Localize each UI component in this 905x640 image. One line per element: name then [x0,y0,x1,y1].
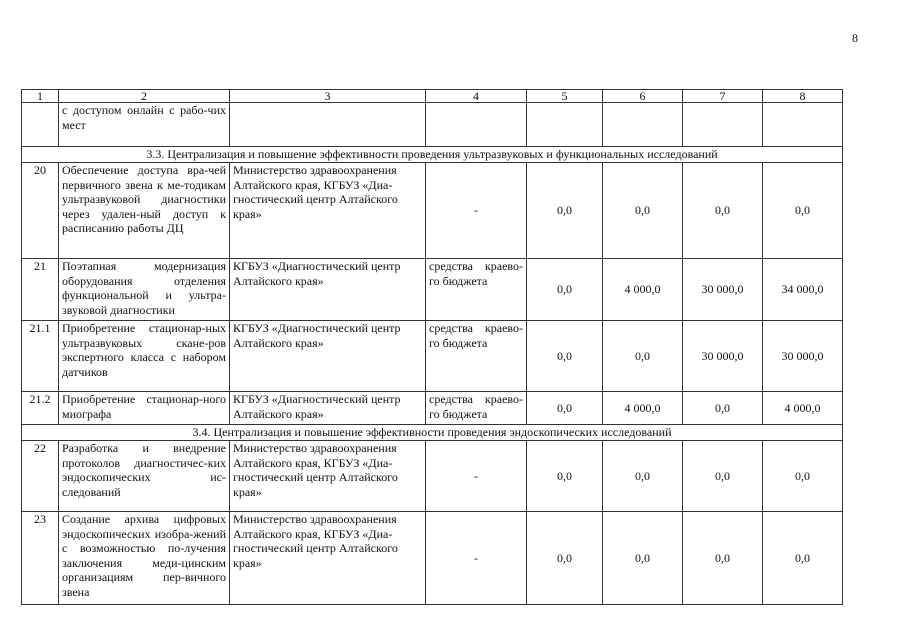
value-cell [527,103,603,147]
section-heading: 3.3. Централизация и повышение эффективности проведения ультразвуковых и функциональных исследований [22,147,843,163]
column-header-row [22,90,843,103]
value-col7: 0,0 [683,441,763,512]
table-row [22,512,843,605]
program-table [21,89,843,605]
table-row [22,103,843,147]
row-number: 21.2 [22,392,59,425]
executor-text: КГБУЗ «Диагностический центр Алтайского края» [230,392,426,425]
column-header-8: 8 [763,90,843,103]
column-header-1: 1 [22,90,59,103]
executor-text: Министерство здравоохранения Алтайского края, КГБУЗ «Диа-гностический центр Алтайского края» [230,163,426,259]
value-col8: 0,0 [763,163,843,259]
value-col6: 4 000,0 [603,392,683,425]
measure-text: Приобретение стационар-ного миографа [59,392,230,425]
value-col7: 30 000,0 [683,259,763,321]
table-row [22,441,843,512]
value-col6: 0,0 [603,163,683,259]
row-number [22,103,59,147]
value-col6: 4 000,0 [603,259,683,321]
value-col7: 30 000,0 [683,321,763,392]
executor-text: КГБУЗ «Диагностический центр Алтайского края» [230,259,426,321]
measure-text: Приобретение стационар-ных ультразвуковых скане-ров экспертного класса с набором датчиков [59,321,230,392]
section-row [22,147,843,163]
table-row [22,392,843,425]
column-header-5: 5 [527,90,603,103]
funding-source: средства краево-го бюджета [426,259,527,321]
funding-source: средства краево-го бюджета [426,392,527,425]
section-row [22,425,843,441]
funding-source: средства краево-го бюджета [426,321,527,392]
table-row [22,163,843,259]
row-number: 22 [22,441,59,512]
funding-source: - [426,441,527,512]
column-header-3: 3 [230,90,426,103]
value-col6: 0,0 [603,321,683,392]
value-col8: 4 000,0 [763,392,843,425]
measure-text: Обеспечение доступа вра-чей первичного звена к ме-тодикам ультразвуковой диагностики через удален-ный доступ к расписанию работы ДЦ [59,163,230,259]
table-row [22,259,843,321]
value-col5: 0,0 [527,392,603,425]
value-col7: 0,0 [683,163,763,259]
executor-text: Министерство здравоохранения Алтайского края, КГБУЗ «Диа-гностический центр Алтайского края» [230,441,426,512]
funding-source: - [426,512,527,605]
row-number: 23 [22,512,59,605]
value-cell [603,103,683,147]
value-col7: 0,0 [683,512,763,605]
funding-source: - [426,163,527,259]
value-col5: 0,0 [527,259,603,321]
page-number: 8 [852,31,858,45]
value-col6: 0,0 [603,512,683,605]
executor-text: КГБУЗ «Диагностический центр Алтайского края» [230,321,426,392]
value-col7: 0,0 [683,392,763,425]
row-number: 20 [22,163,59,259]
measure-text: с доступом онлайн с рабо-чих мест [59,103,230,147]
table-row [22,321,843,392]
column-header-6: 6 [603,90,683,103]
section-heading: 3.4. Централизация и повышение эффективности проведения эндоскопических исследований [22,425,843,441]
value-col8: 34 000,0 [763,259,843,321]
executor-text: Министерство здравоохранения Алтайского края, КГБУЗ «Диа-гностический центр Алтайского края» [230,512,426,605]
measure-text: Создание архива цифровых эндоскопических изобра-жений с возможностью по-лучения заключения меди-цинским организациям пер-вичного звена [59,512,230,605]
row-number: 21.1 [22,321,59,392]
measure-text: Поэтапная модернизация оборудования отделения функциональной и ультра-звуковой диагностики [59,259,230,321]
funding-source-cell [426,103,527,147]
executor-cell [230,103,426,147]
measure-text: Разработка и внедрение протоколов диагностичес-ких эндоскопических ис-следований [59,441,230,512]
value-col8: 0,0 [763,512,843,605]
value-col5: 0,0 [527,441,603,512]
row-number: 21 [22,259,59,321]
value-col8: 30 000,0 [763,321,843,392]
column-header-2: 2 [59,90,230,103]
column-header-4: 4 [426,90,527,103]
value-cell [683,103,763,147]
value-col5: 0,0 [527,163,603,259]
value-col6: 0,0 [603,441,683,512]
column-header-7: 7 [683,90,763,103]
value-col8: 0,0 [763,441,843,512]
value-cell [763,103,843,147]
value-col5: 0,0 [527,321,603,392]
value-col5: 0,0 [527,512,603,605]
